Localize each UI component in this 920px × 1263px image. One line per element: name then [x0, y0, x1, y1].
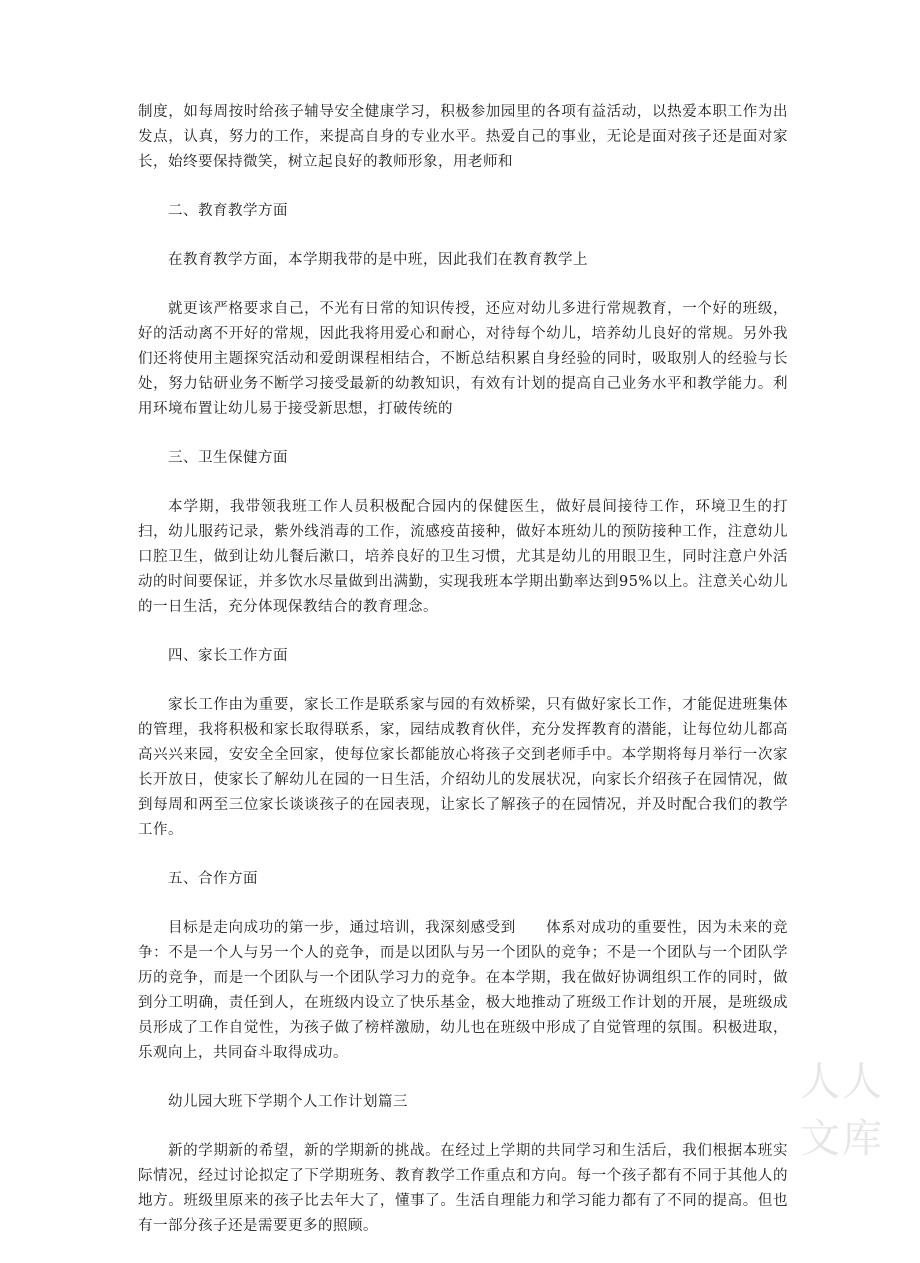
paragraph-parents: 家长工作由为重要，家长工作是联系家与园的有效桥梁，只有做好家长工作，才能促进班集体的管理，我将积极和家长取得联系，家，园结成教育伙伴，充分发挥教育的潜能，让每位幼儿都高高兴兴来园，安安全全回家，使每位家长都能放心将孩子交到老师手中。本学期将每月举行一次家长开放日，使家长了解幼儿在园的一日生活，介绍幼儿的发展状况，向家长介绍孩子在园情况，做到每周和两至三位家长谈谈孩子的在园表现，让家长了解孩子的在园情况，并及时配合我们的教学工作。	[138, 697, 788, 838]
paragraph-health: 本学期，我带领我班工作人员积极配合园内的保健医生，做好晨间接待工作，环境卫生的打扫，幼儿服药记录，紫外线消毒的工作，流感疫苗接种，做好本班幼儿的预防接种工作，注意幼儿口腔卫生，做到让幼儿餐后漱口，培养良好的卫生习惯，尤其是幼儿的用眼卫生，同时注意户外活动的时间要保证，并多饮水尽量做到出满勤，实现我班本学期出勤率达到95%以上。注意关心幼儿的一日生活，充分体现保教结合的教育理念。	[138, 499, 788, 615]
watermark-logo: 人人文库	[800, 1059, 884, 1162]
section-heading-parents: 四、家长工作方面	[168, 648, 288, 664]
paragraph-intro: 制度，如每周按时给孩子辅导安全健康学习，积极参加园里的各项有益活动，以热爱本职工作为出发点，认真，努力的工作，来提高自身的专业水平。热爱自己的事业，无论是面对孩子还是面对家长，始终要保持微笑，树立起良好的教师形象，用老师和	[138, 104, 788, 170]
paragraph-education-body: 就更该严格要求自己，不光有日常的知识传授，还应对幼儿多进行常规教育，一个好的班级，好的活动离不开好的常规，因此我将用爱心和耐心，对待每个幼儿，培养幼儿良好的常规。另外我们还将使用主题探究活动和爱朗课程相结合，不断总结积累自身经验的同时，吸取别人的经验与长处，努力钻研业务不断学习接受最新的幼教知识，有效有计划的提高自己业务水平和教学能力。利用环境布置让幼儿易于接受新思想，打破传统的	[138, 301, 788, 417]
section-heading-health: 三、卫生保健方面	[168, 450, 288, 466]
paragraph-cooperation: 目标是走向成功的第一步，通过培训，我深刻感受到 体系对成功的重要性，因为未来的竞争：不是一个人与另一个人的竞争，而是以团队与另一个团队的竞争；不是一个团队与一个团队学历的竞争，而是一个团队与一个团队学习力的竞争。在本学期，我在做好协调组织工作的同时，做到分工明确，责任到人，在班级内设立了快乐基金，极大地推动了班级工作计划的开展，是班级成员形成了工作自觉性，为孩子做了榜样激励，幼儿也在班级中形成了自觉管理的氛围。积极进取，乐观向上，共同奋斗取得成功。	[138, 920, 788, 1061]
section-heading-cooperation: 五、合作方面	[168, 871, 258, 887]
section-heading-education: 二、教育教学方面	[168, 203, 288, 219]
paragraph-education-intro: 在教育教学方面，本学期我带的是中班，因此我们在教育教学上	[168, 252, 588, 268]
document-page	[138, 100, 788, 1263]
article-title-part-three: 幼儿园大班下学期个人工作计划篇三	[168, 1094, 408, 1110]
paragraph-part-three: 新的学期新的希望，新的学期新的挑战。在经过上学期的共同学习和生活后，我们根据本班实际情况，经过讨论拟定了下学期班务、教育教学工作重点和方向。每一个孩子都有不同于其他人的地方。班级里原来的孩子比去年大了，懂事了。生活自理能力和学习能力都有了不同的提高。但也有一部分孩子还是需要更多的照顾。	[138, 1143, 788, 1234]
